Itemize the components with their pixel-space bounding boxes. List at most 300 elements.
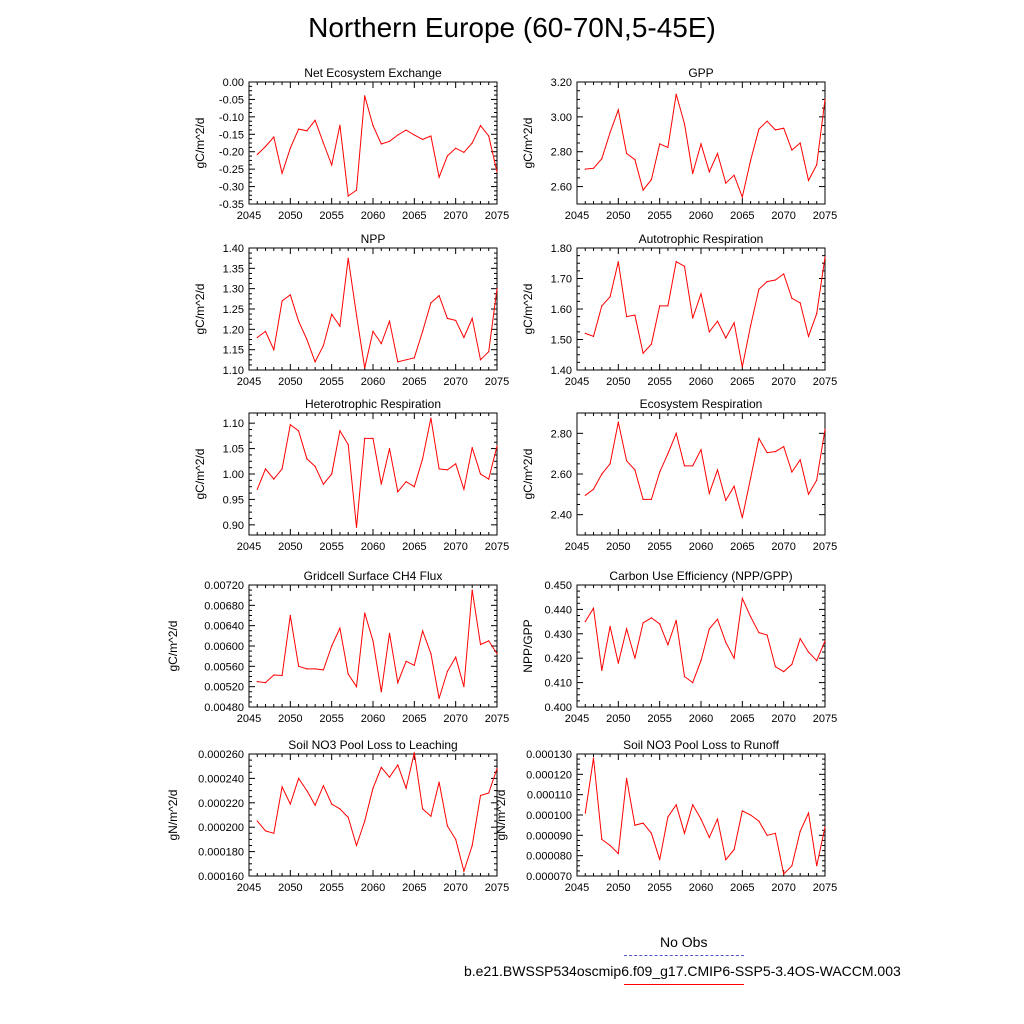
x-tick-label: 2055 [647, 541, 672, 553]
data-point [455, 839, 456, 840]
data-point [824, 827, 825, 828]
data-point [406, 130, 407, 131]
data-point [659, 859, 660, 860]
y-tick-label: 1.10 [222, 418, 244, 431]
y-tick-label: 1.70 [550, 273, 572, 286]
data-point [643, 622, 644, 623]
data-point [725, 642, 726, 643]
data-point [717, 153, 718, 154]
series-line [585, 257, 825, 367]
data-point [610, 296, 611, 297]
data-point [585, 812, 586, 813]
y-axis-label: gN/m^2/d [494, 789, 508, 841]
x-tick-label: 2075 [484, 713, 510, 725]
y-tick-label: 0.00520 [204, 681, 244, 694]
y-tick-label: 2.60 [550, 469, 572, 481]
data-point [824, 641, 825, 642]
data-point [472, 447, 473, 448]
data-point [447, 671, 448, 672]
y-tick-label: 1.15 [222, 344, 244, 357]
data-point [717, 819, 718, 820]
y-tick-label: 1.25 [222, 304, 244, 316]
x-tick-label: 2045 [564, 882, 590, 894]
data-point [676, 433, 677, 434]
data-point [800, 638, 801, 639]
data-point [323, 484, 324, 485]
y-tick-label: 0.000180 [198, 846, 244, 859]
data-point [422, 139, 423, 140]
data-point [282, 173, 283, 174]
data-point [643, 353, 644, 354]
data-point [734, 175, 735, 176]
data-point [700, 819, 701, 820]
y-tick-label: 1.40 [222, 243, 244, 255]
data-point [700, 143, 701, 144]
x-tick-label: 2050 [606, 541, 631, 553]
data-point [282, 675, 283, 676]
series-line [585, 94, 825, 197]
y-tick-label: 0.95 [222, 494, 244, 507]
x-tick-label: 2045 [564, 713, 590, 725]
data-point [455, 657, 456, 658]
x-tick-label: 2055 [319, 882, 344, 894]
data-point [700, 293, 701, 294]
x-tick-label: 2075 [484, 541, 510, 553]
data-point [725, 337, 726, 338]
data-point [767, 835, 768, 836]
x-tick-label: 2060 [688, 541, 714, 553]
y-tick-label: 0.00640 [204, 620, 244, 633]
x-tick-label: 2045 [564, 376, 590, 388]
x-tick-label: 2050 [278, 541, 303, 553]
data-point [364, 821, 365, 822]
data-point [651, 179, 652, 180]
data-point [480, 125, 481, 126]
data-point [414, 665, 415, 666]
data-point [775, 666, 776, 667]
data-point [717, 619, 718, 620]
data-point [783, 671, 784, 672]
y-tick-label: -0.15 [218, 129, 244, 142]
y-tick-label: 1.35 [222, 263, 244, 276]
data-point [381, 691, 382, 692]
x-tick-label: 2070 [771, 376, 796, 388]
y-tick-label: 0.000240 [198, 773, 244, 786]
y-axis-label: gC/m^2/d [193, 448, 207, 500]
data-point [397, 682, 398, 683]
panel-title: Gridcell Surface CH4 Flux [303, 569, 443, 583]
data-point [496, 288, 497, 289]
y-tick-label: 3.00 [550, 111, 572, 124]
data-point [651, 617, 652, 618]
data-point [290, 424, 291, 425]
data-point [808, 812, 809, 813]
data-point [406, 359, 407, 360]
data-point [651, 344, 652, 345]
data-point [659, 305, 660, 306]
data-point [659, 143, 660, 144]
data-point [610, 463, 611, 464]
data-point [816, 313, 817, 314]
data-point [422, 630, 423, 631]
y-tick-label: 0.400 [544, 702, 572, 714]
data-point [331, 803, 332, 804]
x-tick-label: 2060 [688, 882, 714, 894]
data-point [750, 325, 751, 326]
data-point [331, 164, 332, 165]
data-point [775, 451, 776, 452]
y-tick-label: 0.000160 [198, 871, 244, 883]
data-point [734, 486, 735, 487]
data-point [381, 484, 382, 485]
x-tick-label: 2045 [564, 210, 590, 222]
data-point [601, 305, 602, 306]
data-point [767, 121, 768, 122]
data-point [480, 473, 481, 474]
series-line [257, 590, 497, 698]
y-axis-label: gC/m^2/d [193, 283, 207, 335]
panel-frame [577, 248, 825, 370]
data-point [717, 321, 718, 322]
y-tick-label: 1.30 [222, 283, 244, 296]
data-point [808, 652, 809, 653]
y-tick-label: -0.35 [218, 199, 244, 211]
data-point [290, 615, 291, 616]
panel-0 [193, 66, 509, 222]
data-point [339, 808, 340, 809]
data-point [496, 171, 497, 172]
data-point [808, 494, 809, 495]
data-point [430, 418, 431, 419]
data-point [709, 171, 710, 172]
x-tick-label: 2075 [812, 713, 838, 725]
y-tick-label: 0.000100 [526, 810, 572, 822]
data-point [684, 833, 685, 834]
y-tick-label: -0.20 [218, 146, 244, 159]
data-point [783, 873, 784, 874]
data-point [315, 668, 316, 669]
series-line [585, 758, 825, 874]
data-point [496, 445, 497, 446]
data-point [488, 640, 489, 641]
x-tick-label: 2065 [730, 713, 755, 725]
data-point [356, 686, 357, 687]
data-point [618, 853, 619, 854]
x-tick-label: 2055 [647, 210, 672, 222]
data-point [323, 345, 324, 346]
y-tick-label: 1.20 [222, 324, 244, 337]
data-point [783, 446, 784, 447]
data-point [488, 135, 489, 136]
data-point [430, 816, 431, 817]
data-point [257, 681, 258, 682]
panel-frame [249, 754, 497, 876]
data-point [290, 294, 291, 295]
x-tick-label: 2065 [730, 210, 755, 222]
x-tick-label: 2070 [443, 882, 468, 894]
data-point [306, 668, 307, 669]
y-axis-label: gC/m^2/d [521, 117, 535, 169]
data-point [676, 620, 677, 621]
data-point [667, 305, 668, 306]
data-point [480, 644, 481, 645]
data-point [439, 177, 440, 178]
data-point [439, 698, 440, 699]
x-tick-label: 2055 [319, 376, 344, 388]
data-point [667, 644, 668, 645]
panel-title: GPP [688, 66, 714, 80]
data-point [298, 321, 299, 322]
data-point [406, 788, 407, 789]
data-point [348, 444, 349, 445]
y-tick-label: 0.00560 [204, 661, 244, 674]
series-line [257, 418, 497, 527]
series-line [257, 96, 497, 196]
x-tick-label: 2060 [360, 882, 386, 894]
data-point [684, 465, 685, 466]
x-tick-label: 2070 [771, 210, 796, 222]
data-point [381, 343, 382, 344]
data-point [430, 135, 431, 136]
data-point [758, 632, 759, 633]
data-point [298, 430, 299, 431]
data-point [750, 616, 751, 617]
data-point [265, 146, 266, 147]
y-tick-label: 0.420 [544, 653, 572, 666]
x-tick-label: 2075 [812, 210, 838, 222]
data-point [257, 154, 258, 155]
y-tick-label: 0.000260 [198, 749, 244, 761]
series-line [257, 753, 497, 871]
x-tick-label: 2050 [278, 882, 303, 894]
x-tick-label: 2075 [484, 882, 510, 894]
x-tick-label: 2075 [812, 882, 838, 894]
data-point [593, 336, 594, 337]
data-point [618, 261, 619, 262]
data-point [709, 837, 710, 838]
x-tick-label: 2055 [319, 713, 344, 725]
y-axis-label: gC/m^2/d [521, 448, 535, 500]
y-tick-label: 0.000200 [198, 822, 244, 835]
legend-model-label: b.e21.BWSSP534oscmip6.f09_g17.CMIP6-SSP5-3.4OS-WACCM.003 [464, 963, 901, 979]
x-tick-label: 2075 [484, 210, 510, 222]
panel-3 [521, 232, 837, 388]
data-point [742, 598, 743, 599]
data-point [791, 664, 792, 665]
data-point [742, 366, 743, 367]
data-point [725, 183, 726, 184]
panel-1 [521, 66, 837, 222]
data-point [816, 865, 817, 866]
data-point [389, 777, 390, 778]
data-point [601, 473, 602, 474]
y-tick-label: 0.440 [544, 604, 572, 617]
panel-title: Heterotrophic Respiration [304, 397, 442, 411]
x-tick-label: 2060 [360, 541, 386, 553]
data-point [290, 148, 291, 149]
y-tick-label: 0.000110 [526, 789, 572, 802]
data-point [298, 778, 299, 779]
y-tick-label: -0.25 [218, 164, 244, 177]
data-point [816, 480, 817, 481]
x-tick-label: 2050 [278, 713, 303, 725]
panel-4 [193, 397, 509, 553]
data-point [651, 499, 652, 500]
data-point [488, 479, 489, 480]
data-point [306, 458, 307, 459]
data-point [692, 682, 693, 683]
panel-frame [249, 248, 497, 370]
data-point [709, 628, 710, 629]
x-tick-label: 2060 [360, 376, 386, 388]
y-tick-label: 2.60 [550, 181, 572, 194]
data-point [348, 258, 349, 259]
data-point [273, 479, 274, 480]
y-tick-label: 0.00 [222, 77, 244, 89]
data-point [676, 94, 677, 95]
panel-title: NPP [360, 232, 386, 246]
data-point [364, 367, 365, 368]
x-tick-label: 2045 [236, 713, 262, 725]
data-point [323, 669, 324, 670]
data-point [472, 142, 473, 143]
data-point [273, 674, 274, 675]
data-point [626, 628, 627, 629]
data-point [472, 318, 473, 319]
x-tick-label: 2070 [771, 713, 796, 725]
x-tick-label: 2055 [319, 210, 344, 222]
y-tick-label: 0.000080 [526, 850, 572, 863]
data-point [709, 493, 710, 494]
data-point [397, 361, 398, 362]
x-tick-label: 2060 [360, 210, 386, 222]
data-point [372, 438, 373, 439]
y-tick-label: 0.000070 [526, 871, 572, 883]
data-point [265, 331, 266, 332]
data-point [800, 831, 801, 832]
x-tick-label: 2050 [278, 210, 303, 222]
data-point [750, 478, 751, 479]
data-point [406, 661, 407, 662]
data-point [601, 158, 602, 159]
data-point [389, 321, 390, 322]
data-point [414, 486, 415, 487]
data-point [800, 302, 801, 303]
data-point [734, 849, 735, 850]
x-tick-label: 2050 [278, 376, 303, 388]
y-tick-label: 1.05 [222, 443, 244, 456]
data-point [356, 190, 357, 191]
y-tick-label: -0.30 [218, 181, 244, 194]
panel-6 [166, 569, 509, 725]
data-point [397, 764, 398, 765]
x-tick-label: 2055 [647, 713, 672, 725]
y-tick-label: 0.00680 [204, 600, 244, 613]
data-point [439, 782, 440, 783]
x-tick-label: 2065 [402, 210, 427, 222]
x-tick-label: 2050 [606, 210, 631, 222]
figure-title: Northern Europe (60-70N,5-45E) [308, 12, 716, 43]
data-point [717, 469, 718, 470]
data-point [282, 786, 283, 787]
data-point [610, 626, 611, 627]
data-point [618, 422, 619, 423]
data-point [742, 517, 743, 518]
data-point [389, 141, 390, 142]
data-point [585, 169, 586, 170]
data-point [610, 132, 611, 133]
data-point [430, 653, 431, 654]
panel-5 [521, 397, 837, 553]
data-point [725, 500, 726, 501]
data-point [758, 289, 759, 290]
data-point [463, 152, 464, 153]
x-tick-label: 2070 [443, 713, 468, 725]
y-tick-label: 0.00600 [204, 641, 244, 653]
data-point [626, 778, 627, 779]
data-point [824, 257, 825, 258]
data-point [463, 337, 464, 338]
data-point [372, 125, 373, 126]
y-tick-label: 0.450 [544, 580, 572, 592]
x-tick-label: 2075 [484, 376, 510, 388]
data-point [767, 634, 768, 635]
data-point [676, 804, 677, 805]
data-point [692, 804, 693, 805]
panel-title: Soil NO3 Pool Loss to Leaching [288, 738, 458, 752]
data-point [364, 612, 365, 613]
data-point [265, 830, 266, 831]
data-point [816, 164, 817, 165]
data-point [808, 180, 809, 181]
data-point [692, 465, 693, 466]
y-axis-label: gC/m^2/d [521, 283, 535, 335]
data-point [348, 817, 349, 818]
data-point [824, 99, 825, 100]
data-point [315, 361, 316, 362]
data-point [372, 788, 373, 789]
data-point [791, 149, 792, 150]
data-point [601, 839, 602, 840]
x-tick-label: 2045 [236, 376, 262, 388]
panel-2 [193, 232, 509, 388]
data-point [472, 845, 473, 846]
x-tick-label: 2060 [688, 376, 714, 388]
data-point [585, 621, 586, 622]
panel-title: Soil NO3 Pool Loss to Runoff [623, 738, 779, 752]
x-tick-label: 2070 [443, 210, 468, 222]
data-point [659, 623, 660, 624]
data-point [273, 137, 274, 138]
data-point [397, 491, 398, 492]
panel-7 [521, 569, 837, 725]
data-point [800, 459, 801, 460]
data-point [323, 142, 324, 143]
data-point [455, 148, 456, 149]
data-point [306, 339, 307, 340]
data-point [585, 495, 586, 496]
data-point [463, 489, 464, 490]
data-point [601, 670, 602, 671]
data-point [758, 438, 759, 439]
data-point [430, 302, 431, 303]
data-point [356, 845, 357, 846]
x-tick-label: 2060 [360, 713, 386, 725]
data-point [824, 429, 825, 430]
data-point [455, 320, 456, 321]
data-point [273, 833, 274, 834]
data-point [356, 527, 357, 528]
